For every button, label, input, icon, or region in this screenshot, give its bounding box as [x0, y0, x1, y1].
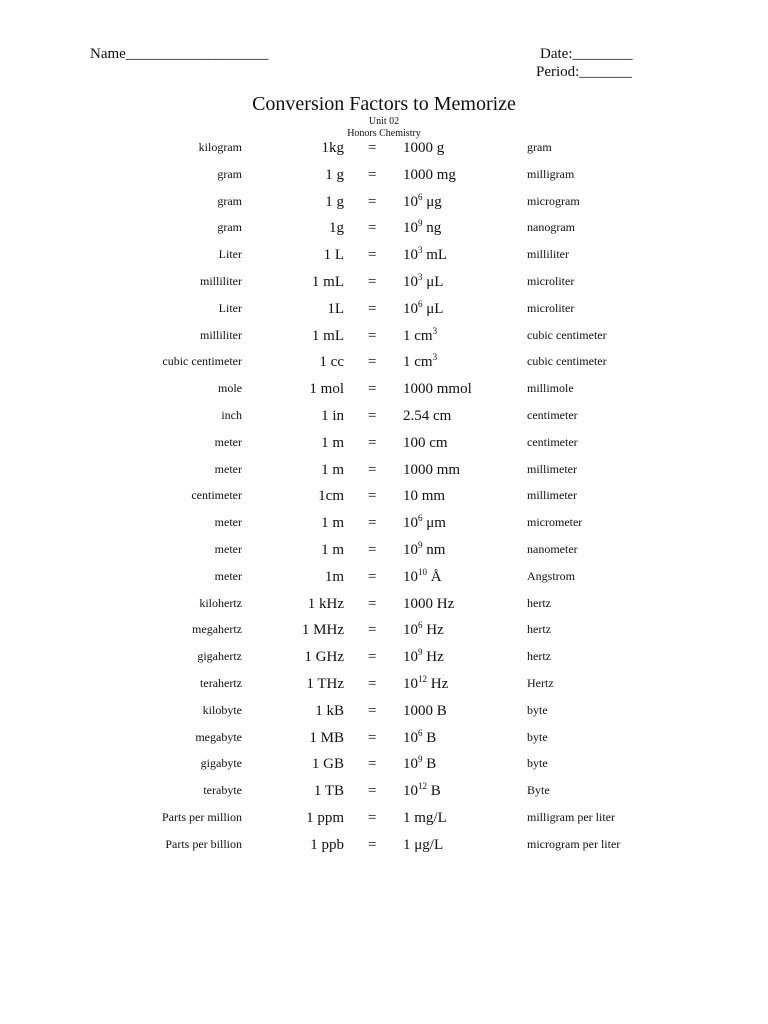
equals-sign: =: [368, 140, 377, 156]
value-unit: B: [422, 756, 437, 773]
value-exponent: 3: [418, 271, 423, 282]
from-unit-name: kilobyte: [202, 702, 242, 717]
equals-sign: =: [368, 809, 377, 826]
to-unit-name: millimole: [527, 381, 574, 396]
value-base: 10: [403, 515, 418, 532]
value-base: 1000 mm: [403, 461, 461, 478]
to-unit-name: microliter: [527, 300, 575, 315]
from-quantity: 1 kHz: [307, 595, 344, 612]
from-quantity: 1cm: [318, 488, 344, 505]
equals-sign: =: [368, 273, 377, 290]
from-quantity: 1 TB: [313, 783, 344, 800]
value-exponent: 10: [418, 566, 427, 577]
from-unit-name: Liter: [218, 247, 242, 262]
value-unit: B: [422, 729, 437, 746]
from-unit-name: kilogram: [198, 140, 242, 154]
equivalent-value: [403, 837, 443, 854]
equals-sign: =: [368, 434, 377, 451]
equals-sign: =: [368, 515, 377, 532]
to-unit-name: byte: [527, 702, 548, 717]
to-unit-name: hertz: [527, 622, 551, 637]
equivalent-value: [403, 488, 445, 505]
from-quantity: 1 cc: [319, 354, 344, 371]
value-base: 10: [403, 568, 418, 585]
from-quantity: 1 mL: [311, 273, 344, 290]
equivalent-value: [403, 220, 441, 237]
value-exponent: 6: [418, 298, 423, 309]
equivalent-value: [403, 167, 456, 184]
to-unit-name: byte: [527, 729, 548, 744]
to-unit-name: cubic centimeter: [527, 327, 607, 342]
value-base: 1 cm: [403, 354, 433, 371]
equals-sign: =: [368, 595, 377, 612]
from-quantity: 1 ppb: [310, 836, 344, 853]
equals-sign: =: [368, 354, 377, 371]
conversion-row: [0, 245, 768, 272]
period-field[interactable]: Period:_______: [536, 64, 632, 80]
value-exponent: 6: [418, 513, 423, 524]
from-quantity: 1g: [329, 220, 344, 237]
value-base: 10: [403, 675, 418, 692]
to-unit-name: microgram: [527, 193, 580, 208]
equivalent-value: [403, 703, 447, 720]
value-exponent: 9: [418, 218, 423, 229]
to-unit-name: gram: [527, 140, 552, 154]
value-unit: μL: [422, 300, 444, 317]
value-base: 10: [403, 193, 418, 210]
equals-sign: =: [368, 756, 377, 773]
value-base: 10: [403, 541, 418, 558]
value-unit: nm: [422, 541, 446, 558]
from-quantity: 1 THz: [306, 675, 344, 692]
equals-sign: =: [368, 461, 377, 478]
conversion-row: [0, 754, 768, 781]
equals-sign: =: [368, 729, 377, 746]
from-quantity: 1 MHz: [301, 622, 344, 639]
value-exponent: 6: [418, 727, 423, 738]
value-exponent: 3: [418, 245, 423, 256]
equivalent-value: [403, 354, 437, 371]
page-title: Conversion Factors to Memorize: [252, 93, 516, 115]
equivalent-value: [403, 515, 446, 532]
conversion-row: [0, 433, 768, 460]
value-exponent: 3: [432, 325, 438, 336]
conversion-row: [0, 835, 768, 862]
to-unit-name: hertz: [527, 595, 551, 610]
from-quantity: 1 m: [321, 541, 344, 558]
from-unit-name: kilohertz: [199, 595, 242, 610]
conversion-row: [0, 165, 768, 192]
unit-subtitle: Unit 02: [368, 116, 400, 127]
from-unit-name: gigahertz: [197, 649, 242, 664]
equals-sign: =: [368, 836, 377, 853]
equivalent-value: [403, 408, 451, 425]
from-unit-name: meter: [214, 515, 242, 530]
equivalent-value: [403, 727, 437, 747]
value-base: 2.54 cm: [403, 407, 452, 424]
from-quantity: 1m: [324, 568, 344, 585]
from-quantity: 1kg: [321, 140, 344, 156]
from-unit-name: megahertz: [192, 622, 242, 637]
value-base: 10: [403, 300, 418, 317]
from-unit-name: milliliter: [200, 273, 242, 288]
from-unit-name: terahertz: [200, 675, 242, 690]
from-quantity: 1 g: [325, 166, 344, 183]
to-unit-name: nanogram: [527, 220, 575, 235]
to-unit-name: microliter: [527, 273, 575, 288]
from-unit-name: terabyte: [203, 783, 242, 798]
to-unit-name: hertz: [527, 649, 551, 664]
value-base: 1 μg/L: [403, 836, 444, 853]
equivalent-value: [403, 539, 446, 559]
from-unit-name: gigabyte: [200, 756, 242, 771]
value-base: 1000 mg: [403, 166, 456, 183]
from-quantity: 1 m: [321, 434, 344, 451]
equivalent-value: [403, 810, 447, 827]
from-unit-name: megabyte: [195, 729, 242, 744]
from-unit-name: inch: [221, 407, 242, 422]
equivalent-value: [403, 191, 442, 211]
from-unit-name: mole: [218, 381, 242, 396]
value-unit: μg: [422, 193, 442, 210]
from-quantity: 1 GB: [311, 756, 344, 773]
conversion-row: [0, 567, 768, 594]
from-quantity: 1 kB: [315, 702, 344, 719]
from-unit-name: meter: [214, 434, 242, 449]
value-base: 10: [403, 220, 418, 237]
to-unit-name: cubic centimeter: [527, 354, 607, 369]
equivalent-value: [403, 566, 442, 586]
from-unit-name: Parts per million: [162, 809, 242, 824]
value-base: 10: [403, 622, 418, 639]
value-base: 10: [403, 273, 418, 290]
value-unit: μm: [422, 515, 446, 532]
conversion-row: [0, 486, 768, 513]
value-base: 1 cm: [403, 327, 433, 344]
conversion-row: [0, 299, 768, 326]
to-unit-name: milligram: [527, 166, 575, 181]
equivalent-value: [403, 622, 444, 639]
from-unit-name: gram: [217, 193, 242, 208]
to-unit-name: centimeter: [527, 434, 578, 449]
conversion-row: [0, 701, 768, 728]
equivalent-value: [403, 756, 436, 773]
from-quantity: 1 m: [321, 515, 344, 532]
equals-sign: =: [368, 220, 377, 237]
equals-sign: =: [368, 381, 377, 398]
value-unit: mL: [422, 247, 448, 264]
to-unit-name: milliliter: [527, 247, 569, 262]
to-unit-name: millimeter: [527, 488, 577, 503]
to-unit-name: microgram per liter: [527, 836, 621, 851]
from-unit-name: centimeter: [191, 488, 242, 503]
value-exponent: 12: [418, 673, 427, 684]
equals-sign: =: [368, 675, 377, 692]
from-quantity: 1 mL: [311, 327, 344, 344]
equals-sign: =: [368, 622, 377, 639]
from-unit-name: meter: [214, 541, 242, 556]
from-quantity: 1 GHz: [304, 649, 344, 666]
from-unit-name: Liter: [218, 300, 242, 315]
equivalent-value: [403, 381, 472, 398]
equivalent-value: [403, 325, 438, 345]
conversion-row: [0, 674, 768, 701]
value-base: 10: [403, 783, 418, 800]
equals-sign: =: [368, 541, 377, 558]
conversion-row: [0, 272, 768, 299]
name-field[interactable]: Name___________________: [90, 46, 269, 62]
conversion-row: [0, 808, 768, 835]
value-exponent: 6: [418, 620, 423, 631]
value-base: 1000 Hz: [403, 595, 455, 612]
conversion-row: [0, 620, 768, 647]
value-base: 1000 B: [403, 702, 447, 719]
equivalent-value: [403, 596, 454, 613]
conversion-row: [0, 513, 768, 540]
to-unit-name: byte: [527, 756, 548, 771]
from-unit-name: milliliter: [200, 327, 242, 342]
from-quantity: 1 g: [325, 193, 344, 210]
value-base: 10 mm: [403, 488, 446, 505]
equivalent-value: [403, 140, 444, 157]
equals-sign: =: [368, 488, 377, 505]
equals-sign: =: [368, 247, 377, 264]
value-exponent: 3: [432, 352, 438, 363]
equivalent-value: [403, 673, 449, 693]
from-unit-name: gram: [217, 166, 242, 181]
equals-sign: =: [368, 702, 377, 719]
equivalent-value: [403, 247, 447, 264]
to-unit-name: millimeter: [527, 461, 577, 476]
value-base: 10: [403, 247, 418, 264]
equivalent-value: [403, 649, 444, 666]
value-exponent: 9: [418, 754, 423, 765]
to-unit-name: Hertz: [527, 675, 554, 690]
conversion-row: [0, 781, 768, 808]
equals-sign: =: [368, 407, 377, 424]
from-unit-name: Parts per billion: [165, 836, 242, 851]
value-unit: Å: [427, 568, 442, 585]
to-unit-name: milligram per liter: [527, 809, 615, 824]
value-base: 10: [403, 729, 418, 746]
value-unit: μL: [422, 273, 444, 290]
value-unit: ng: [422, 220, 442, 237]
conversion-row: [0, 218, 768, 245]
conversion-row: [0, 352, 768, 379]
equals-sign: =: [368, 649, 377, 666]
from-quantity: 1 mol: [309, 381, 344, 398]
from-quantity: 1 in: [321, 407, 344, 424]
value-base: 1000 g: [403, 140, 445, 156]
from-unit-name: meter: [214, 461, 242, 476]
from-quantity: 1 ppm: [306, 809, 344, 826]
equals-sign: =: [368, 166, 377, 183]
to-unit-name: Byte: [527, 783, 550, 798]
value-base: 1000 mmol: [403, 381, 472, 398]
date-field[interactable]: Date:________: [540, 46, 633, 62]
value-exponent: 9: [418, 647, 423, 658]
value-exponent: 6: [418, 191, 423, 202]
value-exponent: 12: [418, 781, 427, 792]
to-unit-name: nanometer: [527, 541, 578, 556]
value-base: 10: [403, 756, 418, 773]
value-unit: B: [427, 783, 441, 800]
conversion-row: [0, 728, 768, 755]
from-unit-name: cubic centimeter: [162, 354, 242, 369]
equivalent-value: [403, 435, 448, 452]
from-quantity: 1 MB: [309, 729, 344, 746]
value-unit: Hz: [422, 622, 444, 639]
value-base: 10: [403, 649, 418, 666]
value-base: 100 cm: [403, 434, 448, 451]
equivalent-value: [403, 298, 444, 318]
equals-sign: =: [368, 783, 377, 800]
conversion-row: [0, 647, 768, 674]
conversion-row: [0, 406, 768, 433]
from-quantity: 1 L: [323, 247, 344, 264]
conversion-row: [0, 138, 768, 165]
equivalent-value: [403, 783, 441, 800]
conversion-row: [0, 192, 768, 219]
equivalent-value: [403, 271, 444, 291]
to-unit-name: centimeter: [527, 407, 578, 422]
value-unit: Hz: [422, 649, 444, 666]
value-exponent: 9: [418, 539, 423, 550]
equals-sign: =: [368, 327, 377, 344]
from-unit-name: gram: [217, 220, 242, 235]
from-quantity: 1L: [327, 300, 344, 317]
conversion-row: [0, 379, 768, 406]
equals-sign: =: [368, 300, 377, 317]
conversion-row: [0, 594, 768, 621]
equals-sign: =: [368, 568, 377, 585]
value-unit: Hz: [427, 675, 449, 692]
from-quantity: 1 m: [321, 461, 344, 478]
equals-sign: =: [368, 193, 377, 210]
conversion-row: [0, 326, 768, 353]
conversion-row: [0, 540, 768, 567]
to-unit-name: micrometer: [527, 515, 583, 530]
conversion-row: [0, 460, 768, 487]
course-subtitle: Honors Chemistry: [347, 128, 421, 139]
equivalent-value: [403, 462, 460, 479]
conversion-table: [0, 138, 768, 862]
to-unit-name: Angstrom: [527, 568, 575, 583]
value-base: 1 mg/L: [403, 809, 447, 826]
from-unit-name: meter: [214, 568, 242, 583]
